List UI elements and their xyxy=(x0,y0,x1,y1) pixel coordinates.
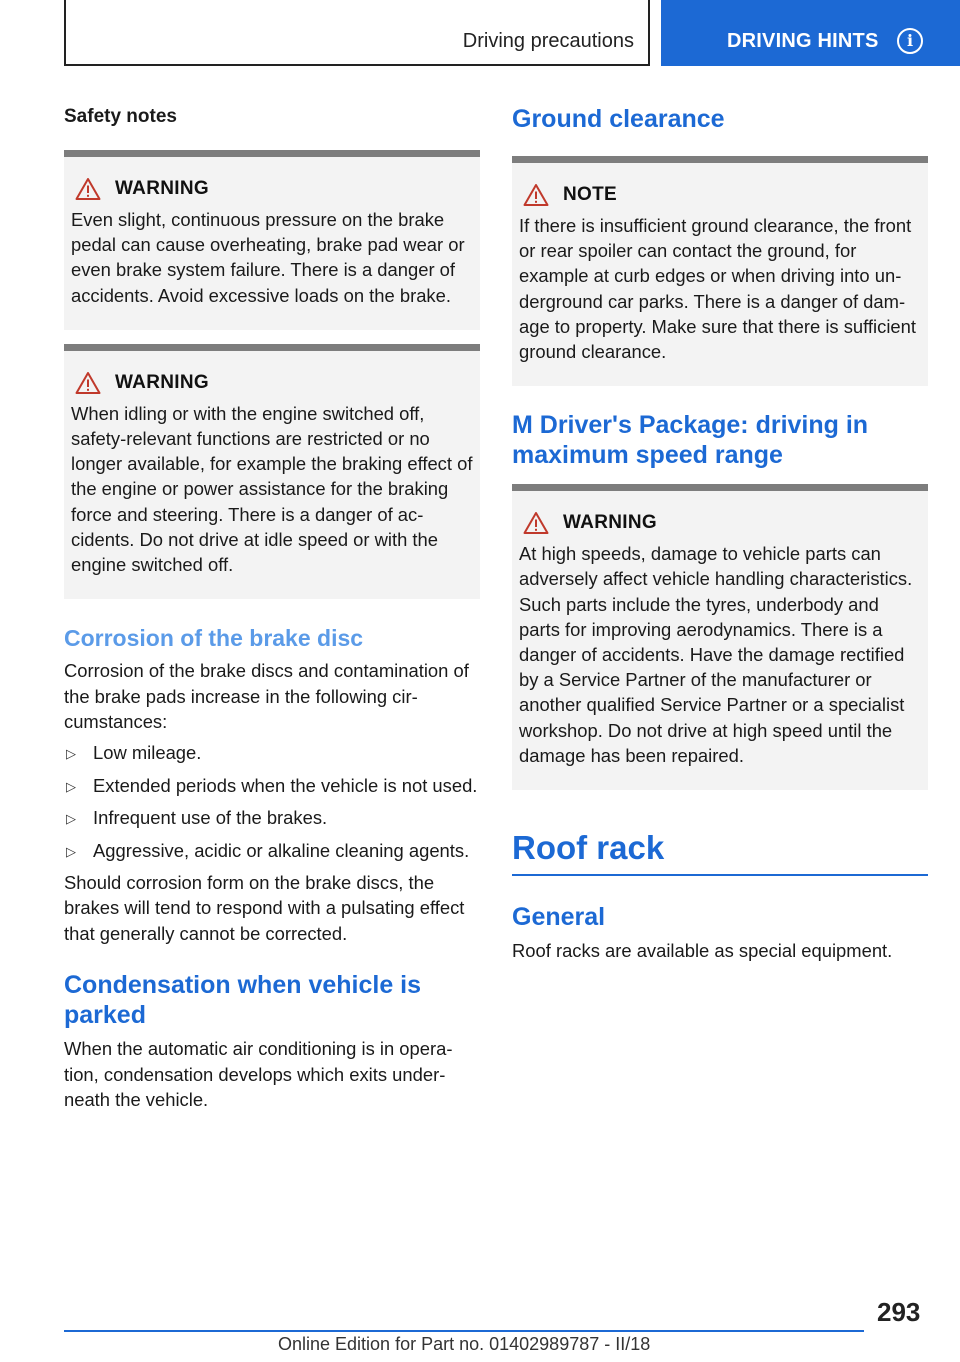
m-package-heading: M Driver's Package: driving in maximum speed range xyxy=(512,411,869,470)
right-column xyxy=(512,100,928,963)
edition-text: Online Edition for Part no. 01402989787 - II/18 xyxy=(278,1334,651,1354)
list-item-text: Infrequent use of the brakes. xyxy=(93,807,328,829)
list-item xyxy=(64,740,480,765)
corrosion-heading: Corrosion of the brake disc xyxy=(64,625,364,652)
chapter-title: DRIVING HINTS xyxy=(727,30,879,52)
corrosion-list xyxy=(64,740,480,863)
warning-text: Even slight, continuous pressure on the brake pedal can cause overheating, brake pad wear or even brake system failure. There is a danger of accidents. Avoid excessive loads on the brake. xyxy=(71,209,465,306)
ground-clearance-heading: Ground clearance xyxy=(512,105,725,133)
warning-header xyxy=(75,371,474,395)
roof-rack-heading: Roof rack xyxy=(512,829,665,867)
warning-header xyxy=(523,511,922,535)
condensation-text: When the automatic air conditioning is in operation, condensation develops which exits underneath the vehicle. xyxy=(64,1038,453,1111)
general-text: Roof racks are available as special equipment. xyxy=(512,940,893,962)
list-item xyxy=(64,773,480,798)
condensation-heading: Condensation when vehicle is parked xyxy=(64,971,422,1030)
list-item xyxy=(64,838,480,863)
bullet-triangle-icon: ▷ xyxy=(66,811,76,827)
left-column xyxy=(64,100,480,1113)
note-box xyxy=(512,156,928,386)
warning-triangle-icon xyxy=(523,511,549,535)
note-label: NOTE xyxy=(563,184,617,205)
section-title: Driving precautions xyxy=(462,30,634,52)
warning-box xyxy=(64,150,480,330)
warning-label: WARNING xyxy=(115,178,209,199)
warning-header xyxy=(75,177,474,201)
warning-triangle-icon xyxy=(75,371,101,395)
corrosion-outro: Should corrosion form on the brake discs, the brakes will tend to respond with a pulsating effect that generally cannot be corrected. xyxy=(64,872,465,944)
list-item-text: Aggressive, acidic or alkaline cleaning agents. xyxy=(93,839,470,861)
page-number: 293 xyxy=(877,1297,921,1327)
bullet-triangle-icon: ▷ xyxy=(66,778,76,794)
footer-divider xyxy=(64,1330,864,1332)
bullet-triangle-icon: ▷ xyxy=(66,746,76,762)
corrosion-intro: Corrosion of the brake discs and contamination of the brake pads increase in the following circumstances: xyxy=(64,660,469,733)
warning-triangle-icon xyxy=(75,177,101,201)
bullet-triangle-icon: ▷ xyxy=(66,843,76,859)
list-item-text: Low mileage. xyxy=(93,742,202,764)
note-header xyxy=(523,183,922,207)
warning-text: When idling or with the engine switched off, safety-relevant functions are restricted or no longer available, for example the braking effect of the engine or power assistance for the braking force and steering. There is a danger of accidents. Do not drive at idle speed or with the engine switched off. xyxy=(71,402,473,576)
warning-text: At high speeds, damage to vehicle parts can adversely affect vehicle handling characteristics. Such parts include the tyres, underbody and parts for improving aerodynamics. There is a danger of accidents. Have the damage rectified by a Service Partner of the manufacturer or another qualified Service Partner or a specialist workshop. Do not drive at high speed until the damage has been repaired. xyxy=(519,543,913,766)
section-divider xyxy=(512,874,928,876)
safety-notes-title: Safety notes xyxy=(64,106,177,127)
note-text: If there is insufficient ground clearance, the front or rear spoiler can contact the ground, for example at curb edges or when driving into underground car parks. There is a danger of damage to property. Make sure that there is sufficient ground clearance. xyxy=(519,215,916,363)
list-item xyxy=(64,805,480,830)
header-section-box xyxy=(64,0,650,66)
warning-label: WARNING xyxy=(563,512,657,534)
info-icon[interactable]: i xyxy=(897,28,923,54)
warning-triangle-icon xyxy=(523,183,549,207)
list-item-text: Extended periods when the vehicle is not used. xyxy=(93,774,478,796)
chapter-tab[interactable] xyxy=(661,0,960,66)
general-heading: General xyxy=(512,903,606,932)
warning-box xyxy=(512,484,928,790)
warning-box xyxy=(64,344,480,599)
warning-label: WARNING xyxy=(115,371,209,393)
